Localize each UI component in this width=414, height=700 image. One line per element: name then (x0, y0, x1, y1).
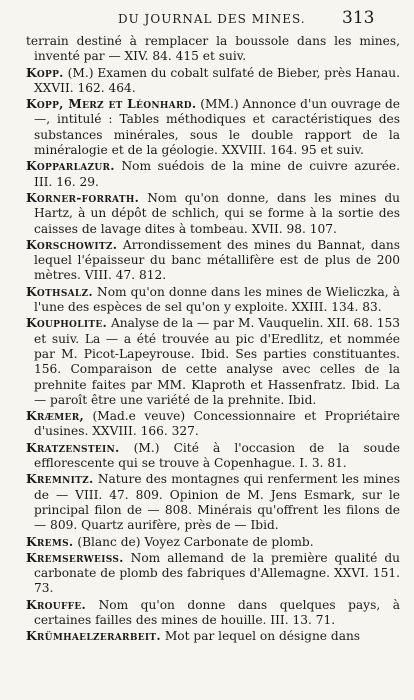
entry-text: Nom qu'on donne dans quelques pays, à certaines failles des mines de houille. III. 13. 71. (34, 597, 400, 627)
page-number: 313 (342, 8, 375, 28)
index-entry (26, 97, 400, 158)
entry-headword: Kopp. (26, 65, 64, 80)
index-entry (26, 285, 400, 316)
entry-text: Nature des montagnes qui renferment les mines de — VIII. 47. 809. Opinion de M. Jens Esmark, sur le principal filon de — 808. Minérais qu'offrent les filons de — 809. Quartz aurifère, près de — Ibid. (34, 472, 400, 533)
entry-text: (Mad.e veuve) Concessionnaire et Propriétaire d'usines. XXVIII. 166. 327. (34, 409, 400, 439)
index-entries (26, 34, 400, 646)
entry-text: terrain destiné à remplacer la boussole dans les mines, inventé par — XIV. 84. 415 et suiv. (26, 34, 400, 64)
entry-headword: Korschowitz. (26, 237, 118, 252)
entry-text: (Blanc de) Voyez Carbonate de plomb. (77, 534, 314, 549)
entry-headword: Kremnitz. (26, 472, 94, 487)
index-entry (26, 629, 400, 644)
entry-headword: Kothsalz. (26, 284, 93, 299)
entry-headword: Korner-forrath. (26, 190, 140, 205)
entry-headword: Kræmer, (26, 409, 85, 424)
entry-headword: Kratzenstein. (26, 440, 120, 455)
entry-headword: Koupholite. (26, 316, 108, 331)
entry-text: (MM.) Annonce d'un ouvrage de —, intitulé : Tables méthodiques et caractéristiques des substances minérales, sous le double rapport de la minéralogie et de la géologie. XXVIII. 164. 95 et suiv. (34, 97, 401, 158)
entry-text: Arrondissement des mines du Bannat, dans lequel l'épaisseur du banc métallifère est de plus de 200 mètres. VIII. 47. 812. (34, 237, 400, 283)
entry-headword: Krems. (26, 534, 74, 549)
entry-text: (M.) Examen du cobalt sulfaté de Bieber, près Hanau. XXVII. 162. 464. (34, 65, 401, 95)
entry-text: (M.) Cité à l'occasion de la soude efflorescente qui se trouve à Copenhague. I. 3. 81. (34, 440, 401, 471)
running-title: DU JOURNAL DES MINES. (118, 12, 306, 26)
entry-text: Nom qu'on donne dans les mines de Wieliczka, à l'une des espèces de sel qu'on y exploite. XXIII. 134. 83. (34, 284, 400, 315)
index-entry (26, 66, 400, 97)
index-entry (26, 34, 400, 65)
entry-headword: Krouffe. (26, 597, 87, 612)
entry-text: Nom suédois de la mine de cuivre azurée. III. 16. 29. (34, 159, 401, 189)
entry-text: Mot par lequel on désigne dans (164, 629, 361, 644)
index-entry (26, 409, 400, 440)
entry-text: Nom qu'on donne, dans les mines du Hartz, à un dépôt de schlich, qui se forme à la sortie des caisses de lavage dites à tombeau. XVII. 98. 107. (34, 190, 401, 236)
index-entry (26, 238, 400, 284)
entry-text: Nom allemand de la première qualité du carbonate de plomb des fabriques d'Allemagne. XXVI. 151. 73. (34, 550, 401, 596)
index-entry (26, 472, 400, 533)
index-entry (26, 551, 400, 597)
entry-headword: Kremserweiss. (26, 550, 124, 565)
index-entry (26, 159, 400, 190)
page-header (0, 8, 414, 30)
entry-headword: Kopparlazur. (26, 159, 115, 174)
index-entry (26, 191, 400, 237)
entry-text: Analyse de la — par M. Vauquelin. XII. 68. 153 et suiv. La — a été trouvée au pic d'Eredlitz, et nommée par M. Picot-Lapeyrouse. Ibid. Ses parties constituantes. 156. Comparaison de cette analyse avec celles de la prehnite faites par MM. Klaproth et Hassenfratz. Ibid. La — paroît être une variété de la prehnite. Ibid. (34, 316, 400, 407)
index-entry (26, 535, 400, 550)
index-entry (26, 598, 400, 629)
entry-headword: Krümhaelzerarbeit. (26, 629, 161, 644)
index-entry (26, 316, 400, 408)
entry-headword: Kopp, Merz et Léonhard. (26, 97, 197, 112)
index-entry (26, 441, 400, 472)
